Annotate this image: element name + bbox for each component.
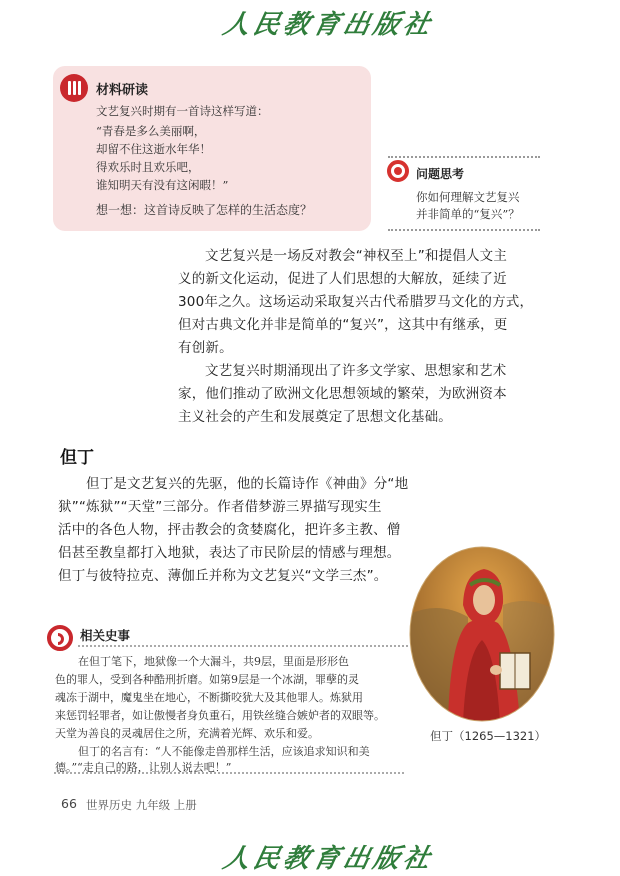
dante-text-line: 但丁是文艺复兴的先驱，他的长篇诗作《神曲》分“地 bbox=[86, 476, 409, 492]
think-question: 想一想：这首诗反映了怎样的生活态度？ bbox=[96, 203, 313, 217]
portrait-caption: 但丁（1265—1321） bbox=[430, 729, 547, 743]
related-line: 德。”“走自己的路，让别人说去吧！” bbox=[55, 761, 232, 774]
question-line: 并非简单的“复兴”？ bbox=[416, 207, 520, 221]
dante-text-line: 侣甚至教皇都打入地狱，表达了市民阶层的情感与理想。 bbox=[58, 545, 401, 561]
related-history-title: 相关史事 bbox=[80, 628, 131, 643]
related-line: 天堂为善良的灵魂居住之所，充满着光辉、欢乐和爱。 bbox=[55, 727, 319, 740]
poem-line: “青春是多么美丽啊， bbox=[96, 124, 206, 138]
body-text-line: 文艺复兴时期涌现出了许多文学家、思想家和艺术 bbox=[205, 363, 507, 379]
poem-line: 得欢乐时且欢乐吧， bbox=[96, 160, 200, 174]
related-line: 在但丁笔下，地狱像一个大漏斗，共9层，里面是形形色 bbox=[78, 655, 349, 668]
body-text-line: 有创新。 bbox=[178, 340, 233, 356]
material-reading-title: 材料研读 bbox=[96, 83, 149, 98]
poem-line: 却留不住这逝水年华！ bbox=[96, 142, 211, 156]
related-line: 魂冻于湖中，魔鬼坐在地心，不断撕咬犹大及其他罪人。炼狱用 bbox=[55, 691, 363, 704]
dante-text-line: 狱”“炼狱”“天堂”三部分。作者借梦游三界描写现实生 bbox=[58, 499, 382, 515]
body-text-line: 主义社会的产生和发展奠定了思想文化基础。 bbox=[178, 409, 452, 425]
dante-portrait bbox=[408, 545, 556, 723]
related-divider-top bbox=[78, 645, 408, 647]
section-title-dante: 但丁 bbox=[60, 448, 94, 468]
body-text-line: 文艺复兴是一场反对教会“神权至上”和提倡人文主 bbox=[205, 248, 508, 264]
dante-text-line: 但丁与彼特拉克、薄伽丘并称为文艺复兴“文学三杰”。 bbox=[58, 568, 388, 584]
page-number: 66 bbox=[61, 796, 77, 811]
poem-line: 谁知明天有没有这闲暇！” bbox=[96, 178, 229, 192]
question-icon bbox=[387, 160, 409, 182]
publisher-logo-footer: 人民教育出版社 bbox=[220, 844, 437, 874]
question-line: 你如何理解文艺复兴 bbox=[416, 190, 520, 204]
book-title: 世界历史 九年级 上册 bbox=[86, 798, 197, 812]
related-line: 色的罪人，受到各种酷刑折磨。如第9层是一个冰湖，罪孽的灵 bbox=[55, 673, 359, 686]
related-history-icon bbox=[47, 625, 73, 651]
publisher-logo-header: 人民教育出版社 bbox=[220, 10, 437, 40]
question-title: 问题思考 bbox=[416, 167, 465, 181]
dante-text-line: 活中的各色人物，抨击教会的贪婪腐化，把许多主教、僧 bbox=[58, 522, 401, 538]
related-divider-bottom bbox=[54, 772, 404, 774]
question-divider-top bbox=[388, 156, 540, 158]
body-text-line: 义的新文化运动，促进了人们思想的大解放，延续了近 bbox=[178, 271, 507, 287]
material-line: 文艺复兴时期有一首诗这样写道： bbox=[96, 104, 269, 118]
question-divider-bottom bbox=[388, 229, 540, 231]
body-text-line: 家，他们推动了欧洲文化思想领域的繁荣，为欧洲资本 bbox=[178, 386, 507, 402]
related-line: 来惩罚轻罪者，如让傲慢者身负重石，用铁丝缝合嫉妒者的双眼等。 bbox=[55, 709, 385, 722]
related-line: 但丁的名言有：“人不能像走兽那样生活，应该追求知识和美 bbox=[78, 745, 370, 758]
body-text-line: 300年之久。这场运动采取复兴古代希腊罗马文化的方式， bbox=[178, 294, 534, 310]
material-reading-icon bbox=[60, 74, 88, 102]
body-text-line: 但对古典文化并非是简单的“复兴”，这其中有继承，更 bbox=[178, 317, 508, 333]
